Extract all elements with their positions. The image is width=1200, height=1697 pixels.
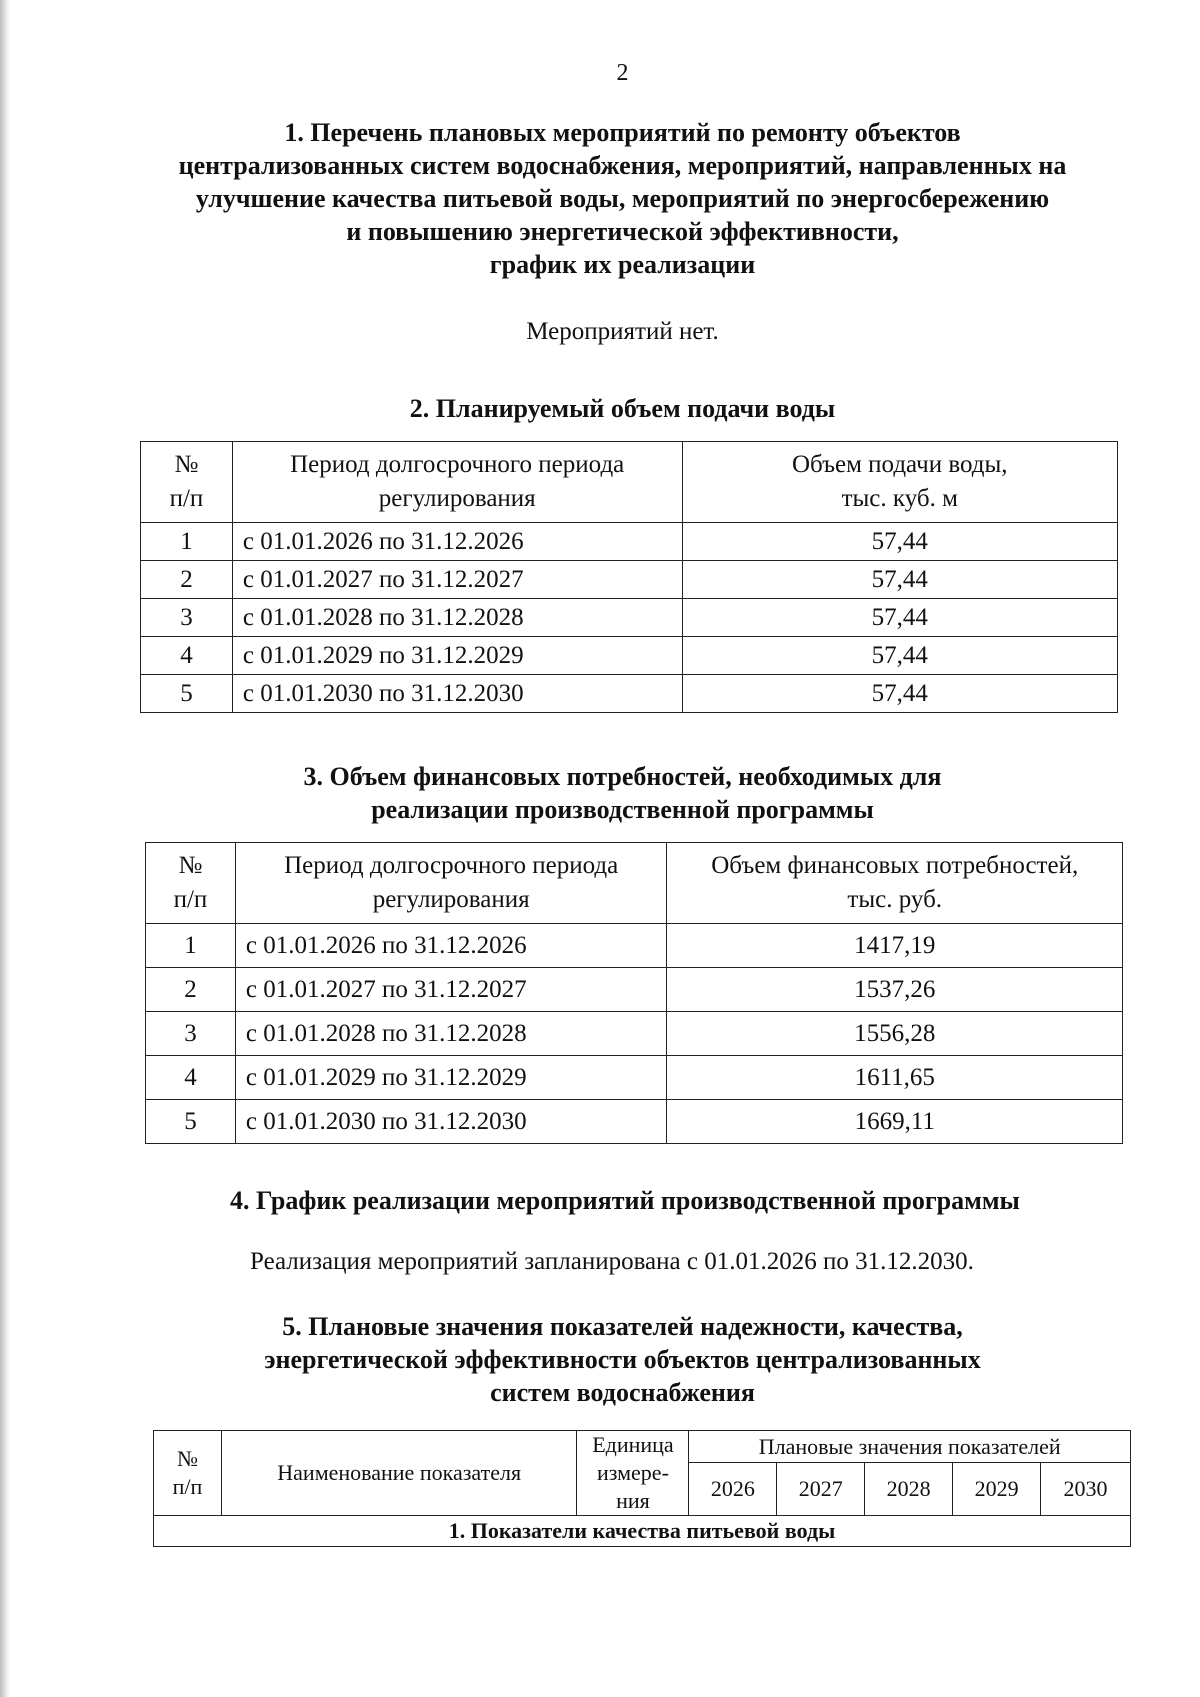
col-header-year: 2029 [953,1463,1041,1516]
section4-title: 4. График реализации мероприятий производственной программы [230,1186,1020,1215]
row-period: с 01.01.2029 по 31.12.2029 [235,1056,667,1100]
table-row [146,1012,1123,1056]
section4-text: Реализация мероприятий запланирована с 01.01.2026 по 31.12.2030. [250,1248,974,1275]
section5-title-line: 5. Плановые значения показателей надежности, качества, [282,1312,963,1341]
table-row [141,637,1118,675]
col-header-planned-values: Плановые значения показателей [689,1431,1131,1463]
row-num: 1 [146,924,236,968]
section1-title [100,116,1145,281]
table-row [146,968,1123,1012]
indicators-table [153,1430,1131,1547]
table-row [146,924,1123,968]
row-period: с 01.01.2028 по 31.12.2028 [232,599,682,637]
table-row [141,523,1118,561]
col-header-period: Период долгосрочного периода регулирования [235,843,667,924]
section5-title-line: энергетической эффективности объектов централизованных [264,1345,981,1374]
row-num: 3 [146,1012,236,1056]
section3-title-line: реализации производственной программы [371,795,874,824]
row-finance: 1556,28 [667,1012,1123,1056]
row-period: с 01.01.2030 по 31.12.2030 [235,1100,667,1144]
row-period: с 01.01.2030 по 31.12.2030 [232,675,682,713]
row-volume: 57,44 [682,637,1118,675]
row-num: 2 [146,968,236,1012]
row-period: с 01.01.2026 по 31.12.2026 [232,523,682,561]
section1-title-line: 1. Перечень плановых мероприятий по ремонту объектов [284,118,961,147]
table-row [141,599,1118,637]
row-num: 2 [141,561,233,599]
section1-title-line: улучшение качества питьевой воды, мероприятий по энергосбережению [195,184,1050,213]
row-num: 4 [146,1056,236,1100]
row-num: 1 [141,523,233,561]
col-header-volume: Объем подачи воды, тыс. куб. м [682,442,1118,523]
col-header-num: № п/п [154,1431,222,1516]
table-row [146,1100,1123,1144]
col-header-period: Период долгосрочного периода регулирования [232,442,682,523]
row-period: с 01.01.2027 по 31.12.2027 [232,561,682,599]
table-row [141,675,1118,713]
row-num: 5 [146,1100,236,1144]
section3-title [100,760,1145,826]
row-finance: 1417,19 [667,924,1123,968]
col-header-num: № п/п [146,843,236,924]
page-edge-shadow [0,0,10,1697]
table-header-row [154,1431,1131,1463]
row-num: 5 [141,675,233,713]
row-finance: 1669,11 [667,1100,1123,1144]
row-period: с 01.01.2026 по 31.12.2026 [235,924,667,968]
section1-title-line: график их реализации [489,250,756,279]
section1-title-line: централизованных систем водоснабжения, мероприятий, направленных на [178,151,1067,180]
row-volume: 57,44 [682,599,1118,637]
water-supply-table [140,441,1118,713]
financial-needs-table [145,842,1123,1144]
col-header-year: 2028 [865,1463,953,1516]
row-period: с 01.01.2029 по 31.12.2029 [232,637,682,675]
table-row [146,1056,1123,1100]
row-period: с 01.01.2027 по 31.12.2027 [235,968,667,1012]
section1-title-line: и повышению энергетической эффективности, [346,217,899,246]
col-header-finance: Объем финансовых потребностей, тыс. руб. [667,843,1123,924]
section2-title: 2. Планируемый объем подачи воды [409,394,836,423]
row-finance: 1537,26 [667,968,1123,1012]
section5-title [100,1310,1145,1409]
col-header-year: 2027 [777,1463,865,1516]
table-section-row [154,1516,1131,1547]
subsection-title: 1. Показатели качества питьевой воды [154,1516,1131,1547]
section3-title-line: 3. Объем финансовых потребностей, необходимых для [303,762,942,791]
row-volume: 57,44 [682,523,1118,561]
col-header-year: 2026 [689,1463,777,1516]
row-volume: 57,44 [682,561,1118,599]
col-header-year: 2030 [1041,1463,1131,1516]
table-header-row [141,442,1118,523]
col-header-num: № п/п [141,442,233,523]
col-header-unit: Единица измере- ния [577,1431,689,1516]
row-finance: 1611,65 [667,1056,1123,1100]
row-volume: 57,44 [682,675,1118,713]
row-num: 4 [141,637,233,675]
row-num: 3 [141,599,233,637]
table-row [141,561,1118,599]
section5-title-line: систем водоснабжения [490,1378,755,1407]
table-header-row [146,843,1123,924]
row-period: с 01.01.2028 по 31.12.2028 [235,1012,667,1056]
col-header-indicator-name: Наименование показателя [221,1431,577,1516]
page-number: 2 [616,60,629,86]
section1-text: Мероприятий нет. [526,318,719,345]
